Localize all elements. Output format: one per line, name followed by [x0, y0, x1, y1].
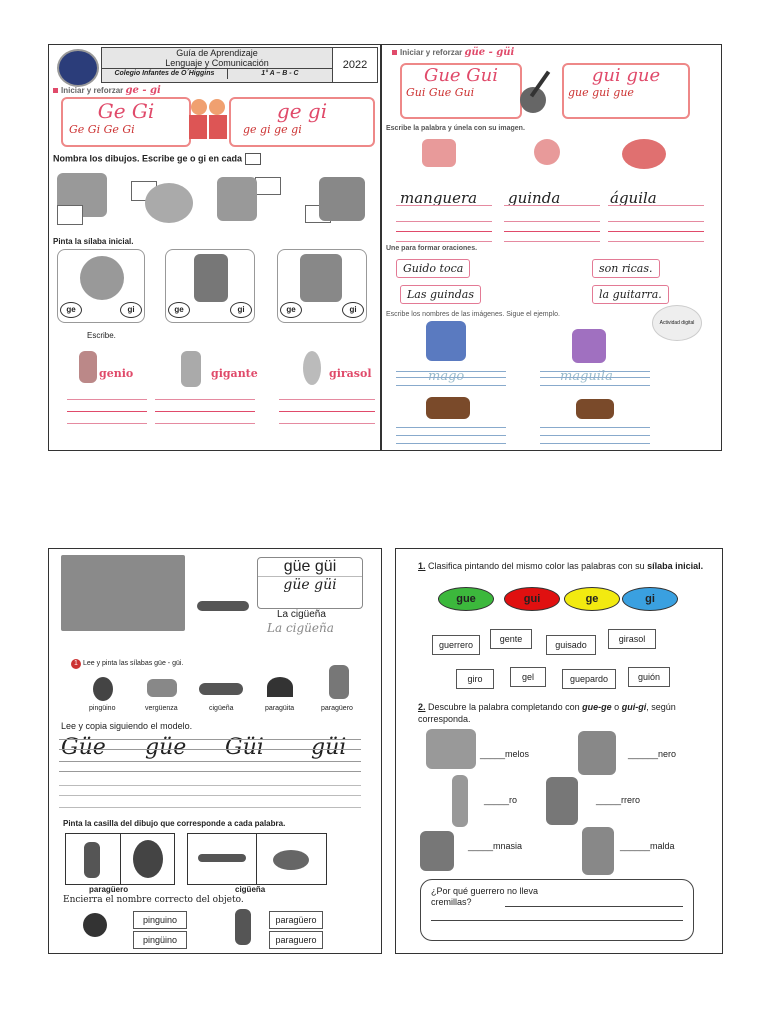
q2-text-b: gue-ge: [582, 702, 612, 712]
activity-badge-text: Actividad digital: [659, 320, 695, 326]
choice-ge[interactable]: ge: [280, 302, 302, 318]
sunflower-picture: [145, 183, 193, 223]
item-verguenza: vergüenza: [145, 705, 178, 712]
choice-cell-storks[interactable]: [188, 834, 257, 884]
blank-mnasia-text: mnasia: [493, 841, 523, 851]
banner-left-text: Gue Gui: [423, 65, 499, 86]
task1-text: Escribe la palabra y únela con su imagen.: [386, 125, 525, 132]
item-pinguino: pingüino: [89, 705, 116, 712]
banner-right-text: ge gi: [276, 99, 328, 123]
task2-text: Pinta la sílaba inicial.: [53, 237, 134, 246]
task3-text: Escribe los nombres de las imágenes. Sigue el ejemplo.: [386, 311, 560, 318]
banner-right-text: gui gue: [591, 65, 661, 86]
blank-rrero-text: rrero: [621, 795, 641, 805]
little-wizard-picture: [572, 329, 606, 363]
header-title2: Lenguaje y Comunicación: [165, 58, 269, 68]
stork-illustration: [61, 555, 185, 631]
q1-text: Clasifica pintando del mismo color las palabras con su: [428, 561, 645, 571]
blank-nero[interactable]: ______nero: [628, 749, 677, 759]
task3-text: Pinta la casilla del dibujo que corresponde a cada palabra.: [63, 819, 286, 828]
umbrella-stand-picture-2: [235, 909, 251, 945]
eagle-picture: [422, 139, 456, 167]
header-title1: Guía de Aprendizaje: [176, 48, 258, 58]
blank-malda-text: malda: [650, 841, 675, 851]
blank-ro-text: ro: [509, 795, 518, 805]
word-girasol: girasol: [329, 367, 372, 380]
sentence-right-2[interactable]: la guitarra.: [592, 285, 669, 304]
title-cursive: güe güi: [258, 576, 362, 593]
word-gel[interactable]: gel: [510, 667, 546, 687]
banner-left: [400, 63, 522, 119]
school-logo: [57, 49, 99, 87]
word-guion[interactable]: guión: [628, 667, 670, 687]
oval-gi: gi: [622, 587, 678, 611]
q2-text-e: , según corresponda.: [418, 702, 676, 724]
choice-gi[interactable]: gi: [120, 302, 142, 318]
q2-text-d: gui-gi: [621, 702, 647, 712]
umbrella-picture: [267, 677, 293, 697]
answer-box-1[interactable]: [57, 205, 83, 225]
q1-heading: [418, 561, 703, 571]
bottom-right-worksheet: [395, 548, 723, 954]
blank-melos[interactable]: _____melos: [480, 749, 530, 759]
word-guinda: guinda: [508, 189, 561, 207]
task4-text: Encierra el nombre correcto del objeto.: [63, 895, 244, 905]
blank-malda[interactable]: ______malda: [620, 841, 675, 851]
flying-stork-picture: [197, 601, 249, 611]
question-text: ¿Por qué guerrero no lleva cremillas?: [431, 886, 539, 907]
choice-gi[interactable]: gi: [230, 302, 252, 318]
choice-cell-nest[interactable]: [257, 834, 326, 884]
write-label: Escribe.: [87, 331, 116, 340]
cigüeña-picture: [199, 683, 243, 695]
section-title-text: Iniciar y reforzar: [400, 48, 463, 57]
giro-picture: [452, 775, 468, 827]
header-year: 2022: [332, 47, 378, 83]
option-paragüero[interactable]: paragüero: [269, 911, 323, 929]
sentence-left-2[interactable]: Las guindas: [400, 285, 481, 304]
word-giro[interactable]: giro: [456, 669, 494, 689]
item-paraguita: paragüita: [265, 705, 295, 712]
word-manguera: manguera: [400, 189, 478, 207]
word-aguila: águila: [610, 189, 657, 207]
choice-ge[interactable]: ge: [60, 302, 82, 318]
q2-text-a: Descubre la palabra completando con: [428, 702, 580, 712]
ant-picture-2: [576, 399, 614, 419]
top-left-worksheet: [48, 44, 381, 451]
task2-text: Une para formar oraciones.: [386, 245, 478, 252]
header-school: Colegio Infantes de O´Higgins: [102, 69, 228, 79]
choice-card-genie: [277, 249, 367, 323]
section-syllables: güe - güi: [464, 47, 515, 58]
section-syllables: ge - gi: [125, 85, 161, 96]
q2-number: 2.: [418, 702, 426, 712]
model-1: Güe: [61, 735, 106, 760]
section-title-text: Iniciar y reforzar: [61, 86, 124, 95]
task1-heading: [53, 153, 261, 165]
banner-right-copy: ge gi ge gi: [243, 123, 302, 136]
kids-illustration: [187, 97, 229, 141]
gigante-picture: [181, 351, 201, 387]
banner-right: [229, 97, 375, 147]
q1-bold: sílaba inicial.: [647, 561, 704, 571]
warrior-picture: [546, 777, 578, 825]
answer-box-3[interactable]: [255, 177, 281, 195]
header-box: [101, 47, 333, 83]
guirnalda-picture: [582, 827, 614, 875]
banner-left-copy: Gui Gue Gui: [406, 86, 475, 99]
traced-maguila: maguila: [560, 369, 613, 384]
oval-gue: gue: [438, 587, 494, 611]
model-4: güi: [311, 735, 347, 760]
title: güe güi: [283, 558, 337, 575]
blank-melos-text: melos: [505, 749, 530, 759]
task1-heading: [71, 659, 183, 669]
banner-left-copy: Ge Gi Ge Gi: [69, 123, 135, 136]
picture-pair-1: [65, 833, 175, 885]
wizard-picture: [426, 321, 466, 361]
genie-picture: [217, 177, 257, 221]
model-3: Güi: [225, 735, 264, 760]
choice-cell-tree[interactable]: [121, 834, 174, 884]
header-grade: 1° A – B - C: [261, 70, 299, 77]
banner-left: [61, 97, 191, 147]
word-guisado[interactable]: guisado: [546, 635, 596, 655]
penguin-picture-2: [83, 913, 107, 937]
word-guerrero[interactable]: guerrero: [432, 635, 480, 655]
sentence-left-1[interactable]: Guido toca: [396, 259, 470, 278]
activity-badge: [652, 305, 702, 341]
title-box: [257, 557, 363, 609]
vergüenza-picture: [147, 679, 177, 697]
q2-text-c: o: [614, 702, 620, 712]
word-gente[interactable]: gente: [490, 629, 532, 649]
task1-text: Lee y pinta las sílabas güe - güi.: [82, 660, 184, 667]
ant-picture-1: [426, 397, 470, 419]
section-title: [392, 47, 514, 58]
oval-ge: ge: [564, 587, 620, 611]
banner-left-text: Ge Gi: [97, 99, 155, 123]
umbrella-stand-picture: [329, 665, 349, 699]
task2-text: Lee y copia siguiendo el modelo.: [61, 721, 193, 731]
stork-label: La cigüeña: [277, 609, 326, 620]
word-gigante: gigante: [211, 367, 258, 380]
bottom-left-worksheet: [48, 548, 382, 954]
option-paraguero[interactable]: paraguero: [269, 931, 323, 949]
section-title: [53, 85, 161, 96]
choice-ge[interactable]: ge: [168, 302, 190, 318]
q1-number: 1.: [418, 561, 426, 571]
sentence-right-1[interactable]: son ricas.: [592, 259, 660, 278]
task3-word-1: paragüero: [89, 885, 129, 894]
item-ciguena: cigüeña: [209, 705, 234, 712]
banner-right: [562, 63, 690, 119]
task3-word-2: cigüeña: [235, 885, 266, 894]
genio-picture: [79, 351, 97, 383]
option-pinguino[interactable]: pinguino: [133, 911, 187, 929]
word-girasol[interactable]: girasol: [608, 629, 656, 649]
item-paraguero: paragüero: [321, 705, 353, 712]
blank-ro[interactable]: _____ro: [484, 795, 518, 805]
cherry-picture: [534, 139, 560, 165]
guitar-illustration: [514, 65, 558, 117]
question-box: [420, 879, 694, 941]
traced-mago: mago: [428, 369, 465, 384]
giant-picture: [319, 177, 365, 221]
gym-picture: [420, 831, 454, 871]
task1-number: 1: [71, 659, 81, 669]
oval-gui: gui: [504, 587, 560, 611]
penguin-picture: [93, 677, 113, 701]
option-pingüino[interactable]: pingüino: [133, 931, 187, 949]
stork-label-cursive: La cigüeña: [267, 621, 334, 635]
model-2: güe: [145, 735, 187, 760]
answer-line[interactable]: [431, 920, 683, 921]
choice-cell-umbrella-stand[interactable]: [66, 834, 121, 884]
hose-picture: [622, 139, 666, 169]
banner-right-copy: gue gui gue: [568, 86, 634, 99]
cheetah-picture: [578, 731, 616, 775]
blank-nero-text: nero: [658, 749, 677, 759]
choice-card-giant: [165, 249, 255, 323]
twins-picture: [426, 729, 476, 769]
girasol-picture: [303, 351, 321, 385]
task1-text: Nombra los dibujos. Escribe ge o gi en cada: [53, 153, 243, 164]
blank-rrero[interactable]: _____rrero: [596, 795, 641, 805]
picture-pair-2: [187, 833, 327, 885]
choice-card-sunflower: [57, 249, 145, 323]
word-guepardo[interactable]: guepardo: [562, 669, 616, 689]
blank-mnasia[interactable]: _____mnasia: [468, 841, 523, 851]
top-right-worksheet: [381, 44, 722, 451]
q2-heading: [418, 701, 698, 725]
choice-gi[interactable]: gi: [342, 302, 364, 318]
word-genio: genio: [99, 367, 134, 380]
